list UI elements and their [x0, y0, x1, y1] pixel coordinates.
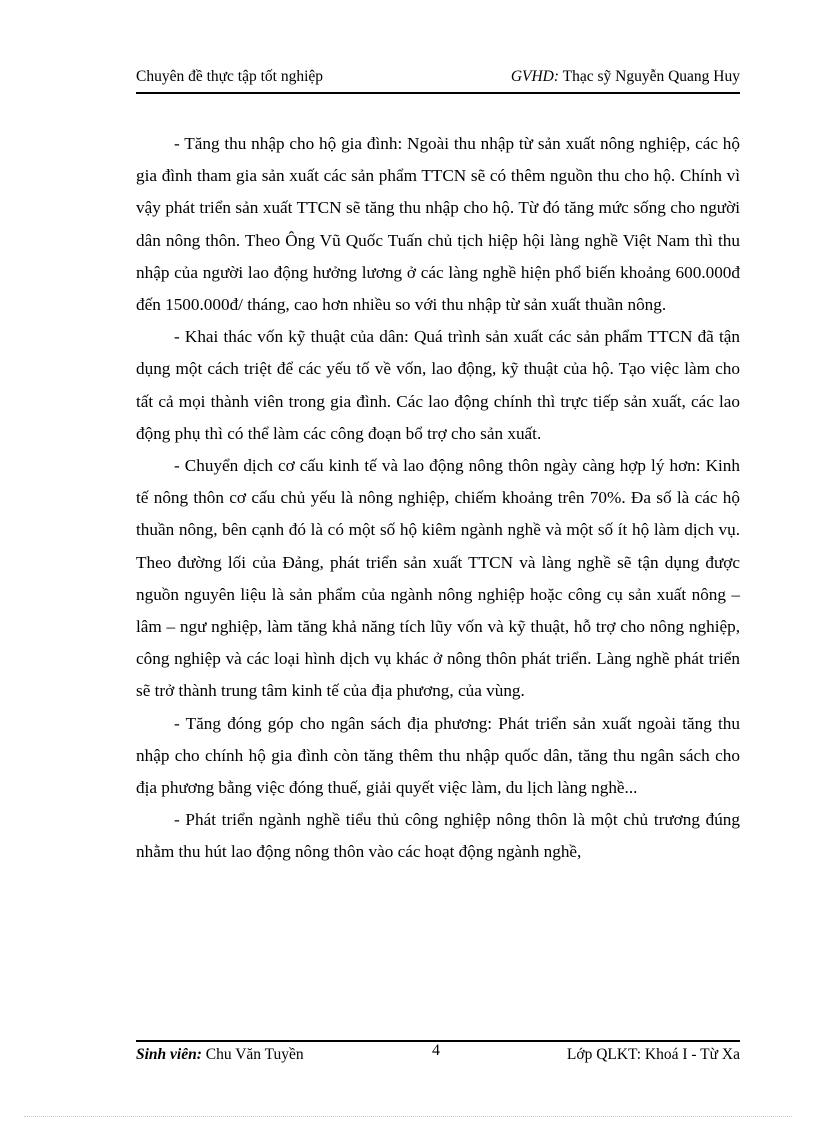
student-name: Chu Văn Tuyền — [205, 1046, 304, 1063]
page-header — [136, 66, 740, 94]
advisor-name: Thạc sỹ Nguyễn Quang Huy — [562, 68, 740, 85]
paragraph: - Khai thác vốn kỹ thuật của dân: Quá trình sản xuất các sản phẩm TTCN đã tận dụng một cách triệt để các yếu tố về vốn, lao động, kỹ thuật của hộ. Tạo việc làm cho tất cả mọi thành viên trong gia đình. Các lao động chính thì trực tiếp sản xuất, các lao động phụ thì có thể làm các công đoạn bổ trợ cho sản xuất. — [136, 327, 740, 443]
advisor-label: GVHD: — [510, 68, 560, 85]
paragraph: - Tăng thu nhập cho hộ gia đình: Ngoài thu nhập từ sản xuất nông nghiệp, các hộ gia đình tham gia sản xuất các sản phẩm TTCN sẽ có thêm nguồn thu cho hộ. Chính vì vậy phát triển sản xuất TTCN sẽ tăng thu nhập cho hộ. Từ đó tăng mức sống cho người dân nông thôn. Theo Ông Vũ Quốc Tuấn chủ tịch hiệp hội làng nghề Việt Nam thì thu nhập của người lao động hưởng lương ở các làng nghề hiện phổ biến khoảng 600.000đ đến 1500.000đ/ tháng, cao hơn nhiều so với thu nhập từ sản xuất thuần nông. — [136, 134, 740, 315]
document-title: Chuyên đề thực tập tốt nghiệp — [136, 68, 324, 85]
advisor-info — [511, 68, 740, 86]
page-body — [136, 128, 740, 869]
student-info — [136, 1046, 304, 1064]
paragraph: - Phát triển ngành nghề tiểu thủ công nghiệp nông thôn là một chủ trương đúng nhằm thu hút lao động nông thôn vào các hoạt động ngành nghề, — [136, 810, 740, 862]
paragraph: - Tăng đóng góp cho ngân sách địa phương: Phát triển sản xuất ngoài tăng thu nhập cho chính hộ gia đình còn tăng thêm thu nhập quốc dân, tăng thu ngân sách cho địa phương bằng việc đóng thuế, giải quyết việc làm, du lịch làng nghề... — [136, 713, 740, 798]
page-edge-divider — [24, 1116, 792, 1117]
class-info: Lớp QLKT: Khoá I - Từ Xa — [566, 1046, 740, 1063]
page-number: 4 — [432, 1042, 440, 1059]
paragraph: - Chuyển dịch cơ cấu kinh tế và lao động nông thôn ngày càng hợp lý hơn: Kinh tế nông thôn cơ cấu chủ yếu là nông nghiệp, chiếm khoảng trên 70%. Đa số là các hộ thuần nông, bên cạnh đó là có một số hộ kiêm ngành nghề và một số ít hộ làm dịch vụ. Theo đường lối của Đảng, phát triển sản xuất TTCN và làng nghề sẽ tận dụng được nguồn nguyên liệu là sản phẩm của ngành nông nghiệp hoặc công cụ sản xuất nông – lâm – ngư nghiệp, làm tăng khả năng tích lũy vốn và kỹ thuật, hỗ trợ cho nông nghiệp, công nghiệp và các loại hình dịch vụ khác ở nông thôn phát triển. Làng nghề phát triển sẽ trở thành trung tâm kinh tế của địa phương, của vùng. — [136, 456, 740, 701]
page-footer — [136, 1040, 740, 1068]
student-label: Sinh viên: — [136, 1046, 202, 1063]
